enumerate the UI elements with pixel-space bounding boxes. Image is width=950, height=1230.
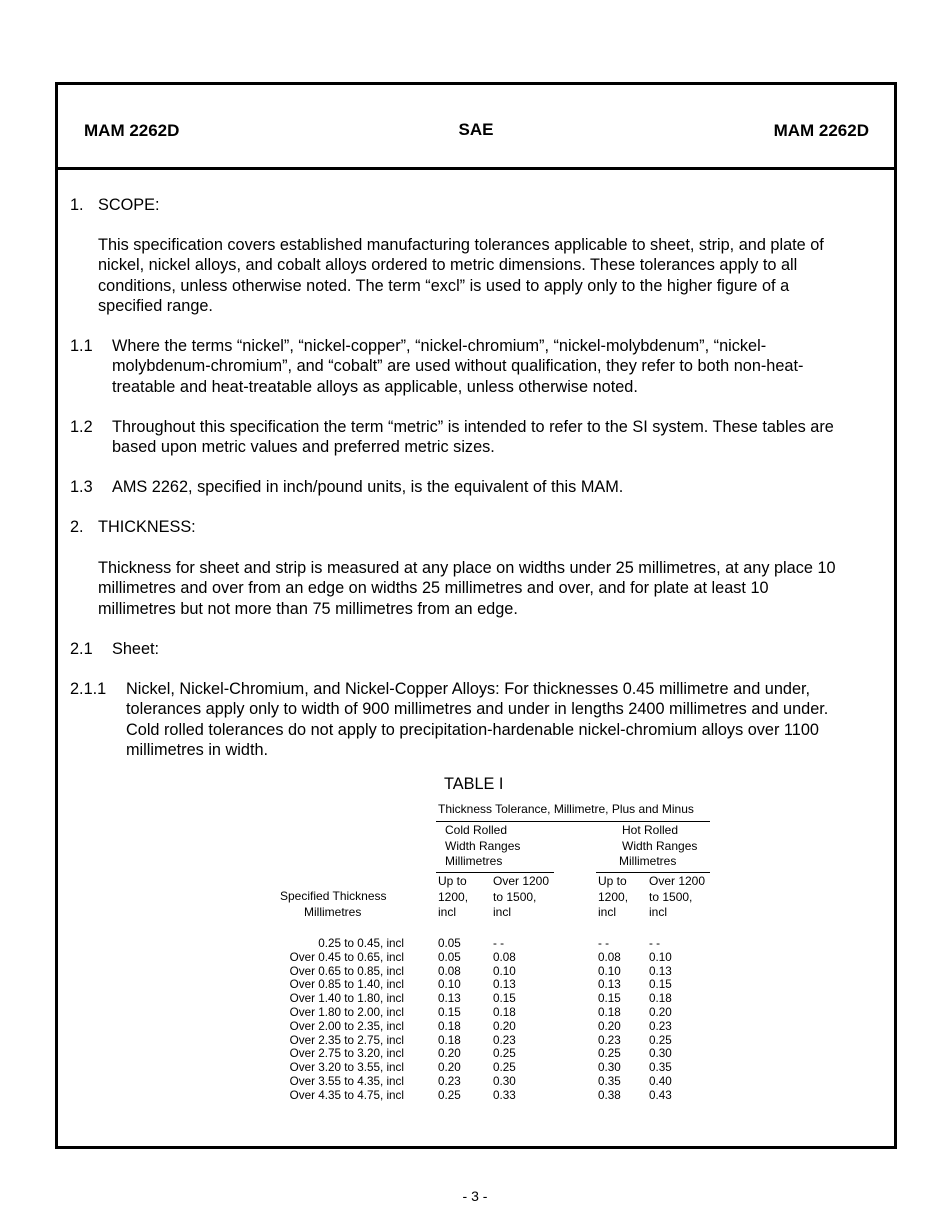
spec-thickness-cell: Over 3.20 to 3.55, incl bbox=[289, 1061, 404, 1075]
header-line: Hot Rolled bbox=[622, 823, 679, 837]
section-2-1-number: 2.1 bbox=[70, 640, 93, 658]
hot-over-cell: 0.13 bbox=[649, 964, 672, 978]
hot-up-to-cell: 0.10 bbox=[598, 964, 621, 978]
super-header-rule bbox=[436, 821, 710, 822]
text-line: Thickness for sheet and strip is measured at any place on widths under 25 millimetres, at any place 10 bbox=[98, 559, 836, 577]
header-line: Millimetres bbox=[304, 904, 362, 919]
hot-over-cell: 0.40 bbox=[649, 1075, 672, 1088]
cold-over-cell: 0.10 bbox=[493, 964, 516, 978]
text-line: specified range. bbox=[98, 296, 213, 315]
section-2-1-1-number: 2.1.1 bbox=[70, 680, 107, 698]
cold-up-to-cell: 0.10 bbox=[438, 978, 461, 992]
section-1-body bbox=[98, 235, 824, 316]
header-line: Over 1200 bbox=[493, 874, 550, 888]
spec-thickness-cell: Over 2.35 to 2.75, incl bbox=[289, 1033, 404, 1047]
section-1-1-body bbox=[112, 336, 803, 397]
hot-up-to-cell: 0.25 bbox=[598, 1047, 621, 1061]
hot-over-cell: 0.35 bbox=[649, 1061, 672, 1075]
hot-up-to-cell: 0.30 bbox=[598, 1061, 621, 1075]
text-line: based upon metric values and preferred metric sizes. bbox=[112, 438, 495, 457]
spec-thickness-cell: Over 1.40 to 1.80, incl bbox=[289, 992, 404, 1006]
cold-up-to-cell: 0.20 bbox=[438, 1061, 461, 1075]
hot-up-to-cell: 0.08 bbox=[598, 950, 621, 964]
spec-thickness-cell: Over 2.00 to 2.35, incl bbox=[289, 1019, 404, 1033]
header-line: Specified Thickness bbox=[280, 889, 387, 903]
cold-up-to-cell: 0.08 bbox=[438, 964, 461, 978]
section-2-number: 2. bbox=[70, 518, 84, 536]
section-2-1-title: Sheet: bbox=[112, 640, 160, 658]
hot-over-cell: - - bbox=[649, 937, 661, 950]
spec-thickness-cell: Over 0.45 to 0.65, incl bbox=[289, 950, 404, 964]
hot-over-cell: 0.18 bbox=[649, 992, 672, 1006]
section-1-3-body bbox=[112, 477, 623, 497]
spec-thickness-cell: Over 3.55 to 4.35, incl bbox=[289, 1075, 404, 1088]
hot-over-cell: 0.23 bbox=[649, 1019, 672, 1033]
hot-up-to-header bbox=[598, 874, 628, 921]
text-line: molybdenum-chromium”, and “cobalt” are used without qualification, they refer to both non-heat- bbox=[112, 357, 804, 376]
text-line: tolerances apply only to width of 900 millimetres and under in lengths 2400 millimetres and under. bbox=[126, 700, 829, 719]
section-1-1-number: 1.1 bbox=[70, 337, 93, 355]
hot-up-to-cell: 0.38 bbox=[598, 1088, 621, 1102]
header-line: to 1500, bbox=[649, 889, 693, 904]
hot-over-header bbox=[649, 874, 705, 921]
cold-over-cell: 0.18 bbox=[493, 1006, 516, 1019]
spec-thickness-cell: Over 4.35 to 4.75, incl bbox=[289, 1088, 404, 1102]
section-1-title: SCOPE: bbox=[98, 196, 160, 214]
cold-over-cell: 0.15 bbox=[493, 992, 516, 1006]
text-line: nickel, nickel alloys, and cobalt alloys ordered to metric dimensions. These tolerances apply to all bbox=[98, 256, 798, 275]
section-2-body bbox=[98, 558, 836, 619]
header-line: Over 1200 bbox=[649, 874, 706, 888]
cold-up-to-cell: 0.18 bbox=[438, 1019, 461, 1033]
spec-thickness-cell: Over 1.80 to 2.00, incl bbox=[289, 1006, 404, 1019]
text-line: millimetres in width. bbox=[126, 740, 269, 759]
cold-over-cell: 0.30 bbox=[493, 1075, 516, 1088]
text-line: Where the terms “nickel”, “nickel-copper”, “nickel-chromium”, “nickel-molybdenum”, “nickel- bbox=[112, 337, 767, 355]
text-line: Cold rolled tolerances do not apply to precipitation-hardenable nickel-chromium alloys over 1100 bbox=[126, 720, 819, 739]
section-1-2-body bbox=[112, 417, 834, 458]
cold-up-to-cell: 0.05 bbox=[438, 950, 461, 964]
cold-up-to-cell: 0.05 bbox=[438, 937, 461, 950]
publisher-label: SAE bbox=[458, 120, 494, 139]
header-line: incl bbox=[598, 905, 617, 919]
header-line: to 1500, bbox=[493, 889, 537, 904]
cold-up-to-cell: 0.20 bbox=[438, 1047, 461, 1061]
header-line: incl bbox=[493, 905, 512, 919]
spec-thickness-header bbox=[280, 889, 404, 920]
header-line: Millimetres bbox=[619, 854, 677, 868]
spec-thickness-cell: 0.25 to 0.45, incl bbox=[318, 937, 404, 950]
spec-thickness-cell: Over 2.75 to 3.20, incl bbox=[289, 1047, 404, 1061]
cold-up-to-cell: 0.15 bbox=[438, 1006, 461, 1019]
cold-up-to-cell: 0.13 bbox=[438, 992, 461, 1006]
header-line: 1200, bbox=[598, 889, 629, 904]
cold-rolled-header bbox=[445, 823, 520, 870]
cold-up-to-cell: 0.18 bbox=[438, 1033, 461, 1047]
section-1-number: 1. bbox=[70, 196, 84, 214]
header-line: 1200, bbox=[438, 889, 469, 904]
header-line: Width Ranges bbox=[622, 838, 698, 853]
spec-thickness-cell: Over 0.65 to 0.85, incl bbox=[289, 964, 404, 978]
hot-over-cell: 0.30 bbox=[649, 1047, 672, 1061]
hot-up-to-cell: 0.35 bbox=[598, 1075, 621, 1088]
cold-over-cell: 0.25 bbox=[493, 1047, 516, 1061]
header-line: Width Ranges bbox=[445, 838, 521, 853]
text-line: This specification covers established manufacturing tolerances applicable to sheet, strip, and plate of bbox=[98, 236, 824, 254]
section-2-title: THICKNESS: bbox=[98, 518, 196, 536]
header-line: Up to bbox=[438, 874, 467, 888]
hot-up-to-cell: 0.23 bbox=[598, 1033, 621, 1047]
cold-over-header bbox=[493, 874, 549, 921]
doc-code-right: MAM 2262D bbox=[773, 121, 869, 140]
header-line: incl bbox=[649, 905, 668, 919]
header-line: Millimetres bbox=[445, 854, 503, 868]
hot-over-cell: 0.20 bbox=[649, 1006, 672, 1019]
hot-up-to-cell: 0.13 bbox=[598, 978, 621, 992]
cold-over-cell: 0.20 bbox=[493, 1019, 516, 1033]
doc-code-left: MAM 2262D bbox=[84, 121, 180, 140]
section-2-1-1-body bbox=[126, 679, 828, 760]
cold-over-cell: 0.13 bbox=[493, 978, 516, 992]
cold-over-cell: - - bbox=[493, 937, 505, 950]
hot-over-cell: 0.25 bbox=[649, 1033, 672, 1047]
hot-up-to-cell: 0.18 bbox=[598, 1006, 621, 1019]
hot-rolled-header bbox=[619, 823, 698, 870]
page-number: - 3 - bbox=[462, 1188, 488, 1204]
text-line: millimetres but not more than 75 millimetres from an edge. bbox=[98, 599, 518, 618]
header-line: Up to bbox=[598, 874, 627, 888]
table-super-header: Thickness Tolerance, Millimetre, Plus and Minus bbox=[438, 802, 694, 816]
text-line: treatable and heat-treatable alloys as applicable, unless otherwise noted. bbox=[112, 377, 638, 396]
cold-over-cell: 0.23 bbox=[493, 1033, 516, 1047]
hot-over-cell: 0.43 bbox=[649, 1088, 672, 1102]
cold-over-cell: 0.25 bbox=[493, 1061, 516, 1075]
cold-up-to-cell: 0.25 bbox=[438, 1088, 461, 1102]
cold-up-to-cell: 0.23 bbox=[438, 1075, 461, 1088]
text-line: conditions, unless otherwise noted. The term “excl” is used to apply only to the higher figure of a bbox=[98, 276, 790, 295]
section-1-2-number: 1.2 bbox=[70, 418, 93, 436]
text-line: Throughout this specification the term “metric” is intended to refer to the SI system. These tables are bbox=[112, 418, 834, 436]
text-line: Nickel, Nickel-Chromium, and Nickel-Copper Alloys: For thicknesses 0.45 millimetre and under, bbox=[126, 680, 811, 698]
page-header bbox=[58, 85, 894, 170]
cold-up-to-header bbox=[438, 874, 468, 921]
text-line: millimetres and over from an edge on widths 25 millimetres and over, and for plate at least 10 bbox=[98, 579, 769, 598]
hot-up-to-cell: - - bbox=[598, 937, 610, 950]
section-1-3-number: 1.3 bbox=[70, 478, 93, 496]
hot-up-to-cell: 0.20 bbox=[598, 1019, 621, 1033]
header-line: Cold Rolled bbox=[445, 823, 508, 837]
hot-up-to-cell: 0.15 bbox=[598, 992, 621, 1006]
cold-over-cell: 0.08 bbox=[493, 950, 516, 964]
table-title: TABLE I bbox=[444, 775, 504, 793]
hot-rolled-rule bbox=[596, 872, 710, 873]
spec-thickness-cell: Over 0.85 to 1.40, incl bbox=[289, 978, 404, 992]
hot-over-cell: 0.15 bbox=[649, 978, 672, 992]
cold-over-cell: 0.33 bbox=[493, 1088, 516, 1102]
cold-rolled-rule bbox=[436, 872, 554, 873]
header-line: incl bbox=[438, 905, 457, 919]
hot-over-cell: 0.10 bbox=[649, 950, 672, 964]
text-line: AMS 2262, specified in inch/pound units, is the equivalent of this MAM. bbox=[112, 478, 624, 496]
